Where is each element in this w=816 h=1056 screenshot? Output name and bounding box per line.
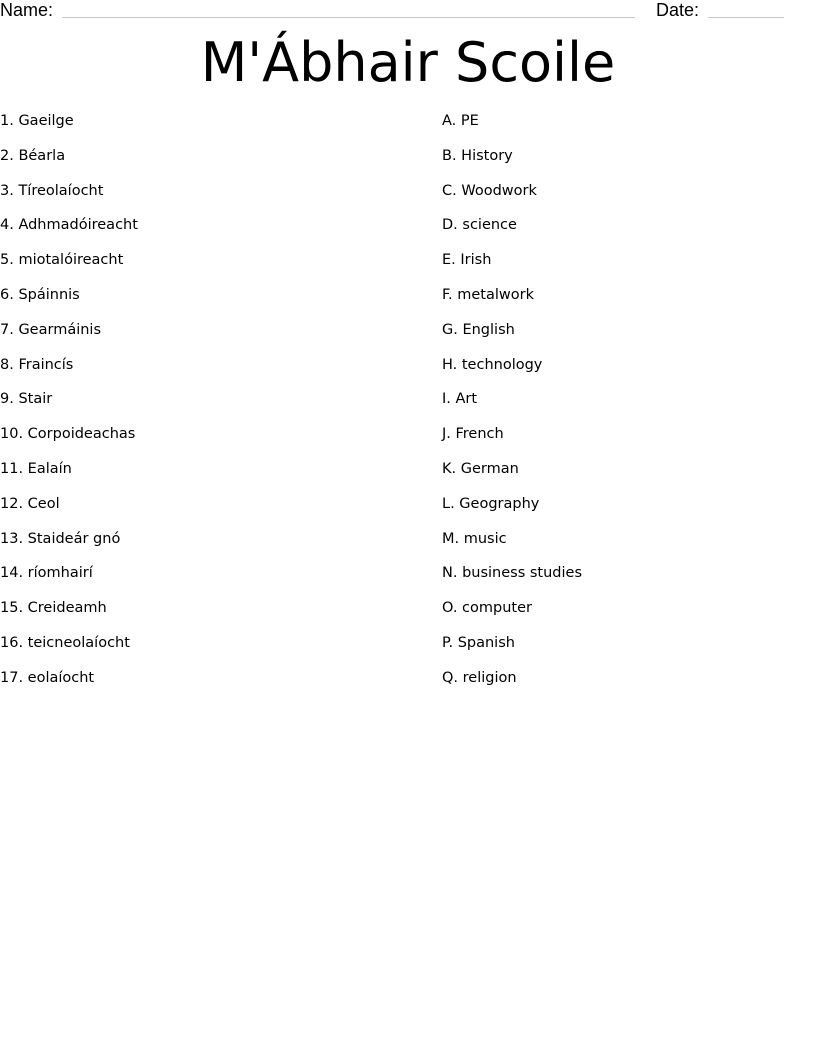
answer-item: O. computer: [442, 600, 532, 617]
question-item: 3. Tíreolaíocht: [0, 182, 104, 199]
answer-item: N. business studies: [442, 565, 583, 582]
answer-item: D. science: [442, 217, 517, 234]
question-item: 10. Corpoideachas: [0, 426, 136, 443]
answer-item: I. Art: [442, 391, 478, 408]
question-item: 7. Gearmáinis: [0, 321, 102, 338]
question-item: 14. ríomhairí: [0, 565, 93, 582]
answer-item: J. French: [442, 426, 504, 443]
answer-item: P. Spanish: [442, 634, 515, 651]
question-item: 6. Spáinnis: [0, 286, 80, 303]
answer-item: H. technology: [442, 356, 543, 373]
question-item: 16. teicneolaíocht: [0, 634, 130, 651]
question-item: 13. Staideár gnó: [0, 530, 121, 547]
answer-item: E. Irish: [442, 252, 492, 269]
answer-item: A. PE: [442, 113, 479, 129]
header-row: [0, 0, 816, 22]
answer-item: C. Woodwork: [442, 182, 537, 199]
page-title: M'Ábhair Scoile: [200, 31, 616, 94]
answers-list: [442, 112, 816, 704]
date-blank-line: [708, 17, 784, 18]
questions-list: [0, 112, 420, 704]
name-blank-line: [62, 17, 635, 18]
answer-item: B. History: [442, 147, 513, 164]
answer-item: G. English: [442, 321, 515, 338]
question-item: 17. eolaíocht: [0, 669, 95, 686]
question-item: 5. miotalóireacht: [0, 252, 124, 269]
name-label: Name:: [0, 0, 54, 20]
question-item: 12. Ceol: [0, 495, 60, 512]
answer-item: Q. religion: [442, 669, 517, 686]
question-item: 2. Béarla: [0, 147, 66, 164]
question-item: 11. Ealaín: [0, 460, 72, 477]
answer-item: L. Geography: [442, 495, 540, 512]
question-item: 8. Fraincís: [0, 356, 74, 373]
question-item: 15. Creideamh: [0, 600, 107, 617]
date-label: Date:: [656, 0, 700, 20]
answer-item: F. metalwork: [442, 286, 534, 303]
question-item: 9. Stair: [0, 391, 53, 408]
question-item: 1. Gaeilge: [0, 113, 74, 129]
answer-item: K. German: [442, 460, 519, 477]
question-item: 4. Adhmadóireacht: [0, 217, 138, 234]
answer-item: M. music: [442, 530, 507, 547]
